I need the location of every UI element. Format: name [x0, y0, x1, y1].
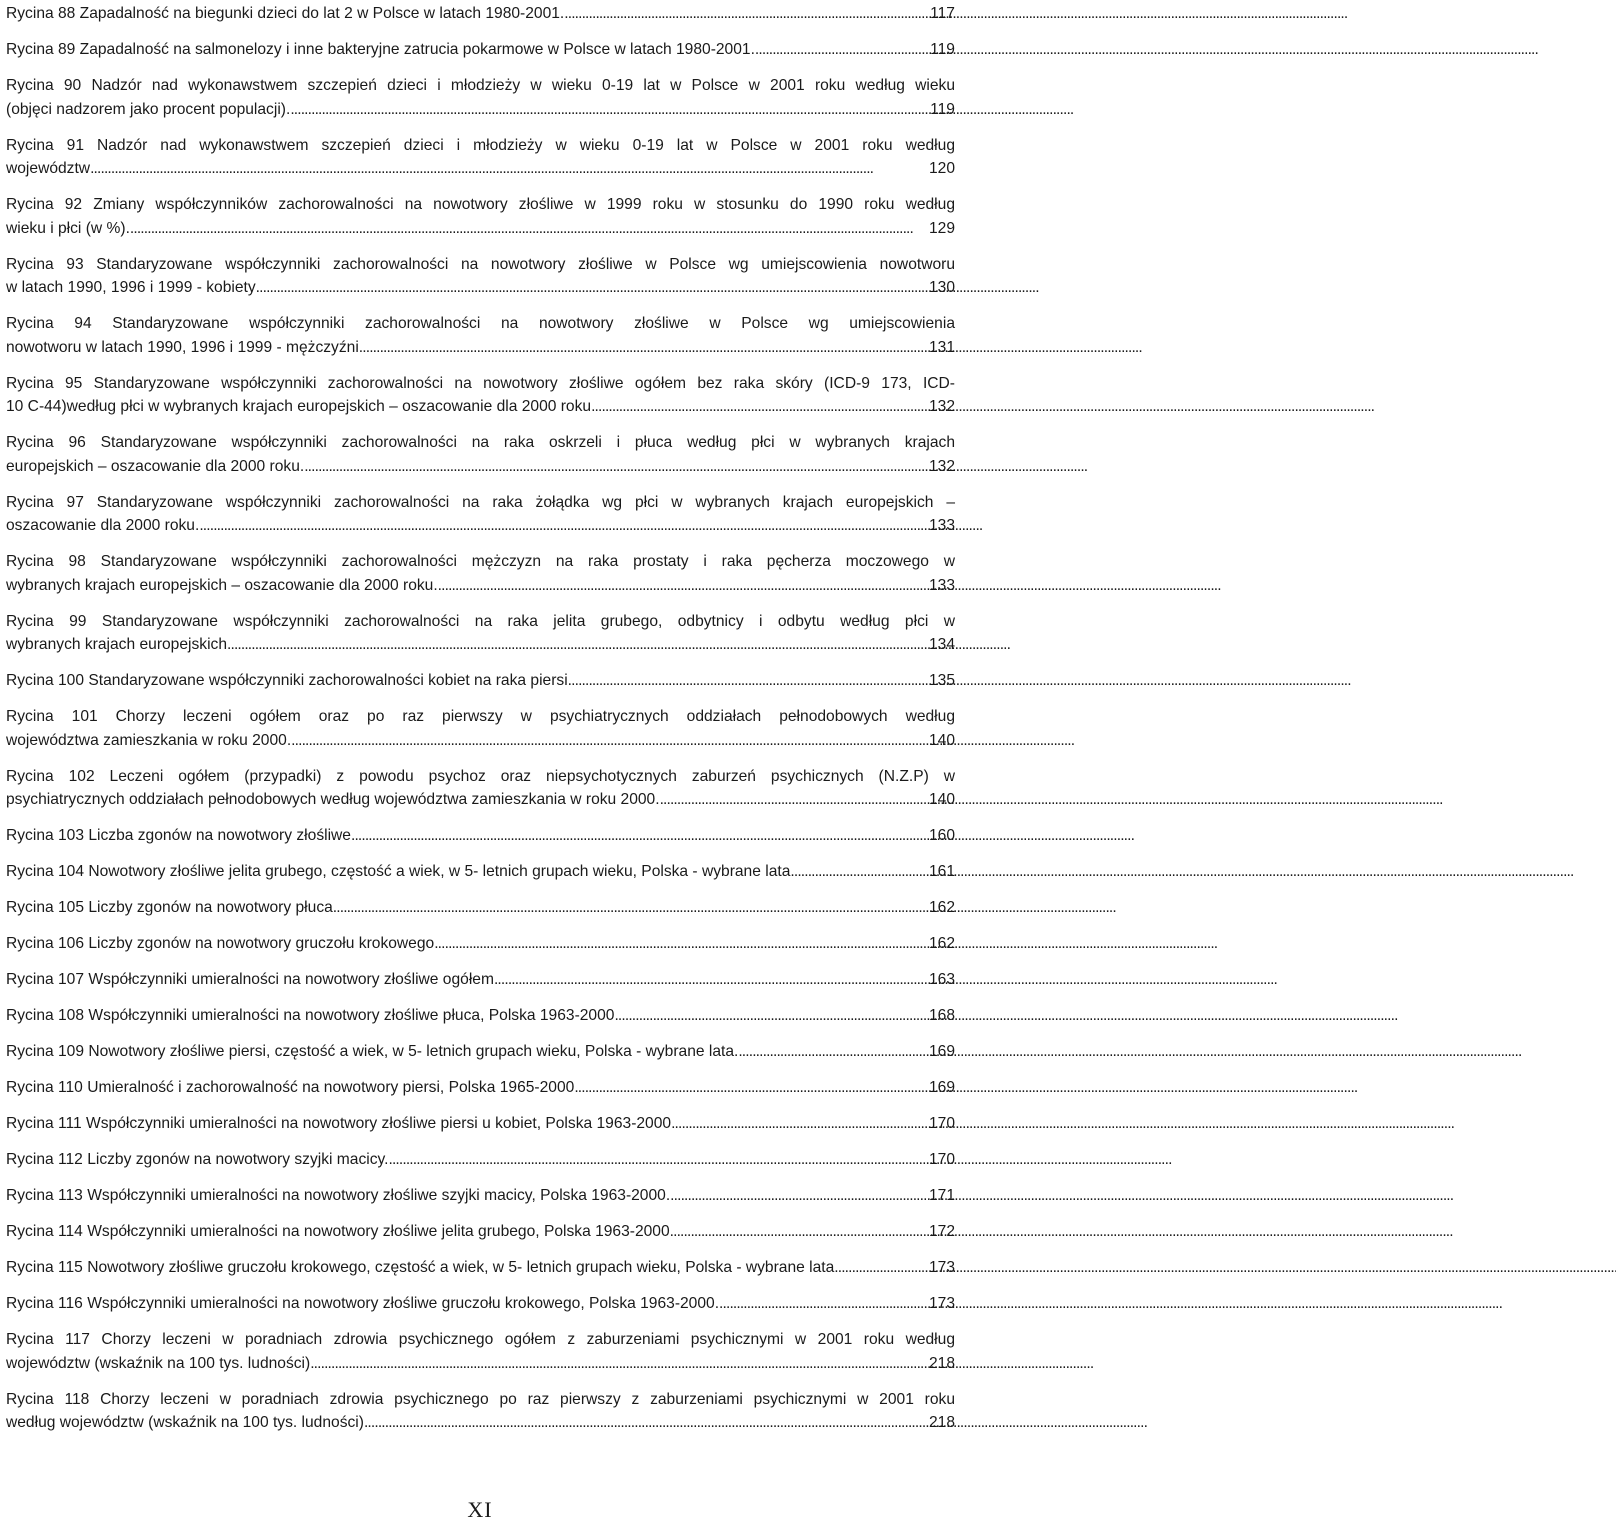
toc-entry-title: wieku i płci (w %). [6, 219, 130, 237]
toc-entry-page-number: 161 [928, 863, 955, 880]
toc-entry-line [6, 1411, 955, 1435]
toc-entry[interactable] [6, 705, 955, 752]
toc-entry-page-number: 169 [928, 1043, 955, 1060]
toc-entry-line [6, 514, 955, 538]
toc-entry-page-number: 140 [928, 731, 955, 749]
toc-entry-title: Rycina 108 Współczynniki umieralności na nowotwory złośliwe płuca, Polska 1963-2000 [6, 1007, 615, 1024]
toc-entry-line [6, 1256, 955, 1280]
dot-leader [670, 1184, 926, 1208]
toc-entry-title: Rycina 113 Współczynniki umieralności na nowotwory złośliwe szyjki macicy, Polska 1963-2000. [6, 1187, 671, 1204]
toc-entry[interactable] [6, 38, 955, 62]
toc-entry[interactable] [6, 860, 955, 884]
toc-entry-page-number: 162 [928, 899, 955, 916]
toc-entry-title: Rycina 105 Liczby zgonów na nowotwory płuca [6, 899, 333, 916]
toc-entry-title: 10 C-44)według płci w wybranych krajach europejskich – oszacowanie dla 2000 roku [6, 398, 592, 415]
toc-entry-title: europejskich – oszacowanie dla 2000 roku. [6, 457, 305, 475]
dot-leader [256, 276, 926, 300]
toc-entry-line [6, 336, 955, 360]
dot-leader [574, 1076, 926, 1100]
toc-entry-title: nowotworu w latach 1990, 1996 i 1999 - mężczyźni [6, 338, 359, 356]
toc-entry-title: według województw (wskaźnik na 100 tys. ludności) [6, 1414, 364, 1431]
toc-entry-title: województwa zamieszkania w roku 2000. [6, 731, 292, 749]
toc-entry-title: Rycina 107 Współczynniki umieralności na nowotwory złośliwe ogółem [6, 971, 494, 988]
toc-entry[interactable] [6, 669, 955, 693]
toc-entry-title: Rycina 116 Współczynniki umieralności na nowotwory złośliwe gruczołu krokowego, Polska 1963-2000. [6, 1295, 720, 1312]
toc-entry-title: wybranych krajach europejskich [6, 636, 228, 653]
toc-entry[interactable] [6, 896, 955, 920]
toc-entry-title-first-line: Rycina 97 Standaryzowane współczynniki zachorowalności na raka żołądka wg płci w wybranych krajach europejskich – [6, 493, 955, 511]
toc-entry-line [6, 395, 955, 419]
toc-entry[interactable] [6, 193, 955, 240]
toc-entry-page-number: 140 [928, 791, 955, 808]
dot-leader [671, 1112, 926, 1136]
toc-entry-line [6, 157, 955, 181]
toc-entry[interactable] [6, 550, 955, 597]
toc-entry[interactable] [6, 932, 955, 956]
toc-entry-page-number: 117 [930, 5, 955, 22]
dot-leader [591, 395, 926, 419]
dot-leader [660, 788, 926, 812]
toc-entry-line [6, 2, 955, 26]
toc-entry-line [6, 217, 955, 241]
toc-entry-page-number: 119 [930, 100, 955, 118]
toc-entry[interactable] [6, 1112, 955, 1136]
toc-entry[interactable] [6, 1220, 955, 1244]
toc-entry-title-first-line: Rycina 94 Standaryzowane współczynniki zachorowalności na nowotwory złośliwe w Polsce wg umiejscowienia [6, 315, 955, 332]
toc-entry-title: województw (wskaźnik na 100 tys. ludności) [6, 1354, 311, 1372]
toc-entry[interactable] [6, 253, 955, 300]
dot-leader [333, 896, 926, 920]
dot-leader [434, 932, 926, 956]
dot-leader [291, 729, 926, 753]
toc-entry-page-number: 133 [928, 576, 955, 594]
toc-entry-title: Rycina 109 Nowotwory złośliwe piersi, częstość a wiek, w 5- letnich grupach wieku, Polska - wybrane lata. [6, 1043, 739, 1060]
toc-entry[interactable] [6, 765, 955, 812]
toc-entry-title: psychiatrycznych oddziałach pełnodobowych według województwa zamieszkania w roku 2000. [6, 791, 660, 808]
toc-entry[interactable] [6, 1040, 955, 1064]
toc-entry-page-number: 129 [928, 219, 955, 237]
toc-entry[interactable] [6, 491, 955, 538]
dot-leader [438, 574, 926, 598]
toc-entry-line [6, 860, 955, 884]
dot-leader [719, 1292, 926, 1316]
toc-entry-title-first-line: Rycina 118 Chorzy leczeni w poradniach zdrowia psychicznego po raz pierwszy z zaburzeniami psychicznymi w 2001 roku [6, 1390, 955, 1408]
toc-entry-page-number: 218 [928, 1354, 955, 1372]
toc-entry-page-number: 131 [928, 338, 955, 356]
dot-leader [568, 669, 926, 693]
dot-leader [834, 1256, 926, 1280]
toc-entry-title-first-line: Rycina 90 Nadzór nad wykonawstwem szczepień dzieci i młodzieży w wieku 0-19 lat w Polsce w 2001 roku według wieku [6, 77, 955, 94]
toc-entry-page-number: 170 [928, 1115, 955, 1132]
toc-entry-page-number: 160 [928, 827, 955, 844]
toc-entry[interactable] [6, 1076, 955, 1100]
dot-leader [359, 336, 926, 360]
toc-entry-page-number: 168 [928, 1007, 955, 1024]
toc-entry-page-number: 173 [928, 1295, 955, 1312]
toc-entry-line [6, 1148, 955, 1172]
toc-entry-page-number: 170 [928, 1151, 955, 1168]
toc-entry-line [6, 1292, 955, 1316]
toc-entry-title: Rycina 115 Nowotwory złośliwe gruczołu krokowego, częstość a wiek, w 5- letnich grupach wieku, Polska - wybrane lata [6, 1259, 835, 1276]
toc-entry-page-number: 133 [928, 517, 955, 534]
toc-entry-title: województw [6, 160, 91, 177]
dot-leader [351, 824, 926, 848]
dot-leader [790, 860, 926, 884]
toc-entry-line [6, 896, 955, 920]
toc-entry-title: (objęci nadzorem jako procent populacji). [6, 100, 291, 118]
dot-leader [670, 1220, 926, 1244]
toc-entry-title-first-line: Rycina 93 Standaryzowane współczynniki zachorowalności na nowotwory złośliwe w Polsce wg umiejscowienia nowotworu [6, 255, 955, 273]
toc-entry-title: Rycina 111 Współczynniki umieralności na nowotwory złośliwe piersi u kobiet, Polska 1963-2000 [6, 1115, 672, 1132]
dot-leader [130, 217, 926, 241]
dot-leader [389, 1148, 926, 1172]
toc-entry-title: Rycina 88 Zapadalność na biegunki dzieci do lat 2 w Polsce w latach 1980-2001. [6, 5, 565, 22]
dot-leader [614, 1004, 926, 1028]
toc-entry-line [6, 455, 955, 479]
toc-entry-title-first-line: Rycina 96 Standaryzowane współczynniki zachorowalności na raka oskrzeli i płuca według płci w wybranych krajach [6, 434, 955, 451]
toc-entry-page-number: 135 [928, 672, 955, 689]
toc-entry-page-number: 132 [928, 457, 955, 475]
toc-entry-page-number: 173 [928, 1259, 955, 1276]
toc-entry-title: Rycina 103 Liczba zgonów na nowotwory złośliwe [6, 827, 351, 844]
toc-entry-line [6, 1220, 955, 1244]
toc-entry-title: Rycina 89 Zapadalność na salmonelozy i inne bakteryjne zatrucia pokarmowe w Polsce w latach 1980-2001. [6, 41, 755, 58]
toc-entry[interactable] [6, 1004, 955, 1028]
toc-entry-page-number: 169 [928, 1079, 955, 1096]
toc-entry-title: Rycina 110 Umieralność i zachorowalność na nowotwory piersi, Polska 1965-2000 [6, 1079, 575, 1096]
toc-entry-line [6, 669, 955, 693]
toc-entry-title-first-line: Rycina 95 Standaryzowane współczynniki zachorowalności na nowotwory złośliwe ogółem bez raka skóry (ICD-9 173, ICD- [6, 374, 955, 392]
toc-entry-title-first-line: Rycina 101 Chorzy leczeni ogółem oraz po raz pierwszy w psychiatrycznych oddziałach pełnodobowych według [6, 708, 955, 725]
page-number: XI [467, 1497, 493, 1522]
toc-entry-title-first-line: Rycina 92 Zmiany współczynników zachorowalności na nowotwory złośliwe w 1999 roku w stosunku do 1990 roku według [6, 196, 955, 213]
toc-entry-title: Rycina 104 Nowotwory złośliwe jelita grubego, częstość a wiek, w 5- letnich grupach wieku, Polska - wybrane lata [6, 863, 791, 880]
toc-entry-title: w latach 1990, 1996 i 1999 - kobiety [6, 279, 256, 296]
toc-entry[interactable] [6, 824, 955, 848]
toc-entry[interactable] [6, 1328, 955, 1375]
toc-entry-title-first-line: Rycina 91 Nadzór nad wykonawstwem szczepień dzieci i młodzieży w wieku 0-19 lat w Polsce w 2001 roku według [6, 136, 955, 154]
toc-entry-line [6, 1004, 955, 1028]
toc-entry-line [6, 1112, 955, 1136]
dot-leader [494, 968, 926, 992]
toc-entry[interactable] [6, 610, 955, 657]
dot-leader [304, 455, 926, 479]
toc-entry-line [6, 98, 955, 122]
toc-entry[interactable] [6, 74, 955, 121]
toc-entry[interactable] [6, 134, 955, 181]
dot-leader [564, 2, 927, 26]
dot-leader [290, 98, 927, 122]
dot-leader [199, 514, 926, 538]
toc-entry-title-first-line: Rycina 99 Standaryzowane współczynniki zachorowalności na raka jelita grubego, odbytnicy i odbytu według płci w [6, 612, 955, 630]
toc-entry-title: Rycina 100 Standaryzowane współczynniki zachorowalności kobiet na raka piersi [6, 672, 568, 689]
dot-leader [755, 38, 927, 62]
toc-entry-title: Rycina 106 Liczby zgonów na nowotwory gruczołu krokowego [6, 935, 435, 952]
toc-entry-line [6, 729, 955, 753]
toc-entry[interactable] [6, 312, 955, 359]
toc-entry-page-number: 218 [928, 1414, 955, 1431]
toc-entry-title-first-line: Rycina 102 Leczeni ogółem (przypadki) z powodu psychoz oraz niepsychotycznych zaburzeń psychicznych (N.Z.P) w [6, 767, 955, 785]
toc-entry-page-number: 163 [928, 971, 955, 988]
toc-entry[interactable] [6, 1292, 955, 1316]
toc-entry-line [6, 1352, 955, 1376]
toc-entry-page-number: 172 [928, 1223, 955, 1240]
dot-leader [227, 633, 926, 657]
toc-entry-page-number: 134 [928, 636, 955, 653]
toc-entry-page-number: 162 [928, 935, 955, 952]
toc-entry[interactable] [6, 1388, 955, 1435]
toc-entry-page-number: 130 [928, 279, 955, 296]
toc-entry-page-number: 120 [928, 160, 955, 177]
toc-entry-title-first-line: Rycina 98 Standaryzowane współczynniki zachorowalności mężczyzn na raka prostaty i raka pęcherza moczowego w [6, 553, 955, 570]
toc-entry[interactable] [6, 1256, 955, 1280]
toc-entry[interactable] [6, 372, 955, 419]
toc-entry-line [6, 932, 955, 956]
toc-entry-line [6, 788, 955, 812]
dot-leader [738, 1040, 926, 1064]
toc-entry-line [6, 824, 955, 848]
toc-entry-title: wybranych krajach europejskich – oszacowanie dla 2000 roku. [6, 576, 438, 594]
toc-entry-page-number: 119 [930, 41, 955, 58]
dot-leader [364, 1411, 926, 1435]
toc-entry[interactable] [6, 431, 955, 478]
toc-entry-line [6, 1040, 955, 1064]
toc-entry[interactable] [6, 1148, 955, 1172]
toc-entry-line [6, 38, 955, 62]
toc-entry-title: oszacowanie dla 2000 roku. [6, 517, 200, 534]
toc-entry-page-number: 132 [928, 398, 955, 415]
toc-entry-line [6, 574, 955, 598]
toc-entry-line [6, 276, 955, 300]
dot-leader [310, 1352, 926, 1376]
toc-entry-line [6, 968, 955, 992]
toc-entry-line [6, 1076, 955, 1100]
toc-entry-title-first-line: Rycina 117 Chorzy leczeni w poradniach zdrowia psychicznego ogółem z zaburzeniami psychicznymi w 2001 roku według [6, 1331, 955, 1348]
dot-leader [90, 157, 926, 181]
toc-entry-line [6, 633, 955, 657]
toc-entry-title: Rycina 114 Współczynniki umieralności na nowotwory złośliwe jelita grubego, Polska 1963-2000 [6, 1223, 670, 1240]
table-of-figures [6, 2, 955, 1447]
toc-entry-title: Rycina 112 Liczby zgonów na nowotwory szyjki macicy. [6, 1151, 389, 1168]
toc-entry-line [6, 1184, 955, 1208]
toc-entry[interactable] [6, 968, 955, 992]
toc-entry-page-number: 171 [928, 1187, 955, 1204]
toc-entry[interactable] [6, 2, 955, 26]
toc-entry[interactable] [6, 1184, 955, 1208]
